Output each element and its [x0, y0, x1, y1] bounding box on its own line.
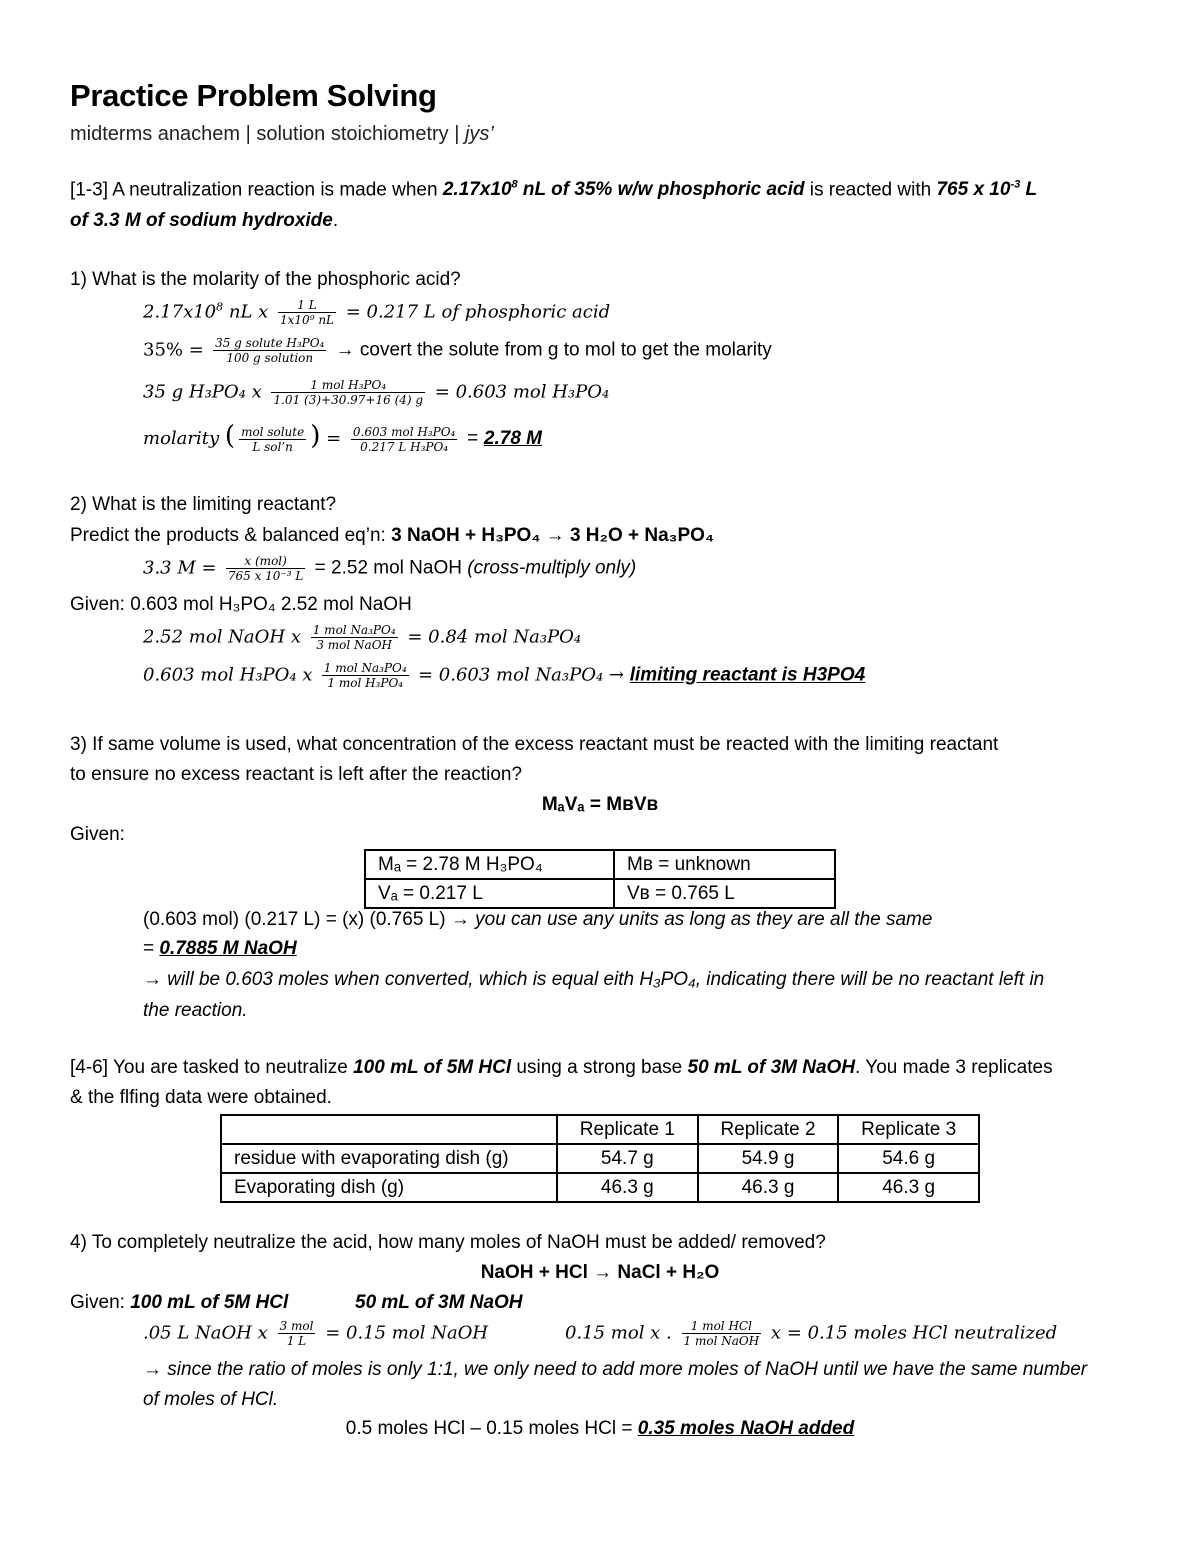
q4-answer: 0.35 moles NaOH added — [637, 1418, 855, 1439]
table-header-cell — [221, 1115, 557, 1144]
q3-answer-line: = 0.7885 M NaOH — [143, 938, 297, 959]
subtitle-author: jys’ — [464, 123, 494, 145]
q3-answer: 0.7885 M NaOH — [159, 938, 297, 959]
q2-predict: Predict the products & balanced eq’n: 3 NaOH + H₃PO₄ → 3 H₂O + Na₃PO₄ — [70, 525, 714, 546]
q3-note-line1: → will be 0.603 moles when converted, which is equal eith H₃PO₄, indicating there will be no reactant left in — [143, 969, 1045, 990]
problem-4-intro-line2: & the flfing data were obtained. — [70, 1087, 332, 1108]
question-4: 4) To completely neutralize the acid, how many moles of NaOH must be added/ removed? — [70, 1232, 826, 1253]
q2-given: Given: 0.603 mol H₃PO₄ 2.52 mol NaOH — [70, 594, 412, 615]
q1-fraction-4: $\frac{\text{mol solute}}{\text{L sol’n}}$ — [241, 424, 305, 454]
q1-step-2: 35% = $\frac{\text{35 g solute H₃PO₄}}{\text{100 g solution}}$ → covert the solute from g to mol to get the molarity — [143, 336, 772, 365]
replicate-table — [220, 1114, 980, 1203]
q2-answer: limiting reactant is H3PO4 — [629, 664, 866, 686]
problem-4-intro-line1: [4-6] You are tasked to neutralize 100 mL of 5M HCl using a strong base 50 mL of 3M NaOH. You made 3 replicates — [70, 1057, 1053, 1078]
table-cell: 54.6 g — [838, 1144, 979, 1173]
q2-fraction-2: $\frac{\text{1 mol Na₃PO₄}}{\text{3 mol NaOH}}$ — [312, 623, 396, 652]
q4-note-line2: of moles of HCl. — [143, 1389, 279, 1410]
q2-balanced-equation: 3 NaOH + H₃PO₄ → 3 H₂O + Na₃PO₄ — [391, 525, 714, 546]
table-cell: 46.3 g — [557, 1173, 698, 1202]
q1-step-3: 35 g H₃PO₄ x $\frac{\text{1 mol H₃PO₄}}{1.01 (3)+30.97+16 (4) g}$ = 0.603 mol H₃PO₄ — [143, 378, 610, 407]
q3-formula: MₐVₐ = MʙVʙ — [541, 794, 659, 815]
table-header-cell: Replicate 2 — [698, 1115, 839, 1144]
q4-step-2: 0.15 mol x . $\frac{\text{1 mol HCl}}{\text{1 mol NaOH}}$ x = 0.15 moles HCl neutralized — [565, 1319, 1058, 1348]
q4-given: Given: 100 mL of 5M HCl — [70, 1292, 289, 1313]
q2-fraction-3: $\frac{\text{1 mol Na₃PO₄}}{\text{1 mol H₃PO₄}}$ — [323, 661, 407, 690]
intro-text: [1-3] A neutralization reaction is made when — [70, 179, 443, 201]
table-cell: 54.7 g — [557, 1144, 698, 1173]
table-cell: 46.3 g — [698, 1173, 839, 1202]
q4-step-1: .05 L NaOH x $\frac{\text{3 mol}}{1 L}$ = 0.15 mol NaOH — [143, 1319, 489, 1348]
table-cell: 46.3 g — [838, 1173, 979, 1202]
intro-base: of 3.3 M of sodium hydroxide — [70, 210, 333, 231]
question-3-line1: 3) If same volume is used, what concentration of the excess reactant must be reacted with the limiting reactant — [70, 734, 999, 755]
q4-note-line1: → since the ratio of moles is only 1:1, we only need to add more moles of NaOH until we have the same number — [143, 1359, 1088, 1380]
problem-1-intro-line2: of 3.3 M of sodium hydroxide. — [70, 210, 339, 231]
q1-fraction-5: $\frac{\text{0.603 mol H₃PO₄}}{\text{0.217 L H₃PO₄}}$ — [352, 424, 456, 454]
table-cell: residue with evaporating dish (g) — [221, 1144, 557, 1173]
q4-fraction-2: $\frac{\text{1 mol HCl}}{\text{1 mol NaOH}}$ — [683, 1319, 760, 1348]
q3-given: Given: — [70, 824, 125, 845]
table-cell: Vʙ = 0.765 L — [614, 879, 835, 908]
q3-calculation: (0.603 mol) (0.217 L) = (x) (0.765 L) → you can use any units as long as they are all the same — [143, 909, 933, 930]
q4-equation: NaOH + HCl → NaCl + H₂O — [480, 1262, 720, 1283]
q2-step-1: 3.3 M = $\frac{\text{x (mol)}}{\text{765 x 10⁻³ L}}$ = 2.52 mol NaOH (cross-multiply only) — [143, 554, 637, 583]
table-row — [365, 850, 835, 879]
page-subtitle — [70, 124, 494, 144]
intro-base-volume: 765 x $10^{-3}$ L — [936, 179, 1038, 201]
table-cell: 54.9 g — [698, 1144, 839, 1173]
subtitle-text: midterms anachem | solution stoichiometry | — [70, 123, 465, 145]
question-1: 1) What is the molarity of the phosphoric acid? — [70, 269, 461, 290]
table-header-cell: Replicate 3 — [838, 1115, 979, 1144]
table-cell: Mʙ = unknown — [614, 850, 835, 879]
table-row — [221, 1144, 979, 1173]
table-cell: Mₐ = 2.78 M H₃PO₄ — [365, 850, 614, 879]
table-cell: Evaporating dish (g) — [221, 1173, 557, 1202]
q1-step-4: molarity ( $\frac{\text{mol solute}}{\text{L sol’n}}$ ) = $\frac{\text{0.603 mol H₃PO₄}}{\text{0.217 L H₃PO₄}}$ = 2.78 M — [143, 421, 543, 454]
q1-step-1: $2.17x10^8$ nL x $\frac{1 L}{\text{1x10⁹ nL}}$ = 0.217 L of phosphoric acid — [143, 298, 611, 327]
q1-answer: 2.78 M — [483, 428, 543, 449]
q1-fraction-2: $\frac{\text{35 g solute H₃PO₄}}{\text{100 g solution}}$ — [215, 336, 325, 365]
page-title: Practice Problem Solving — [70, 78, 437, 113]
table-header-cell: Replicate 1 — [557, 1115, 698, 1144]
q4-final: 0.5 moles HCl – 0.15 moles HCl = 0.35 moles NaOH added — [345, 1418, 855, 1439]
q4-fraction-1: $\frac{\text{3 mol}}{1 L}$ — [279, 1319, 314, 1348]
q3-note-line2: the reaction. — [143, 1000, 248, 1021]
q1-fraction-3: $\frac{\text{1 mol H₃PO₄}}{1.01 (3)+30.97+16 (4) g}$ — [273, 378, 424, 407]
intro-text-2: is reacted with — [804, 179, 937, 201]
table-header-row — [221, 1115, 979, 1144]
question-3-line2: to ensure no excess reactant is left after the reaction? — [70, 764, 523, 785]
q1-fraction-1: $\frac{1 L}{\text{1x10⁹ nL}}$ — [280, 298, 335, 327]
q2-fraction-1: $\frac{\text{x (mol)}}{\text{765 x 10⁻³ L}}$ — [227, 554, 304, 583]
q2-step-3: 0.603 mol H₃PO₄ x $\frac{\text{1 mol Na₃PO₄}}{\text{1 mol H₃PO₄}}$ = 0.603 mol Na₃PO₄ → limiting reactant is H3PO4 — [143, 661, 866, 690]
q4-given-base: 50 mL of 3M NaOH — [355, 1292, 523, 1313]
problem-1-intro-line1 — [70, 180, 1037, 199]
intro-volume: $2.17x10^8$ nL of 35% w/w phosphoric acid — [442, 179, 805, 201]
table-row — [221, 1173, 979, 1202]
q2-step-2: 2.52 mol NaOH x $\frac{\text{1 mol Na₃PO₄}}{\text{3 mol NaOH}}$ = 0.84 mol Na₃PO₄ — [143, 623, 582, 652]
q3-given-table — [364, 849, 836, 909]
table-cell: Vₐ = 0.217 L — [365, 879, 614, 908]
table-row — [365, 879, 835, 908]
question-2: 2) What is the limiting reactant? — [70, 494, 337, 515]
